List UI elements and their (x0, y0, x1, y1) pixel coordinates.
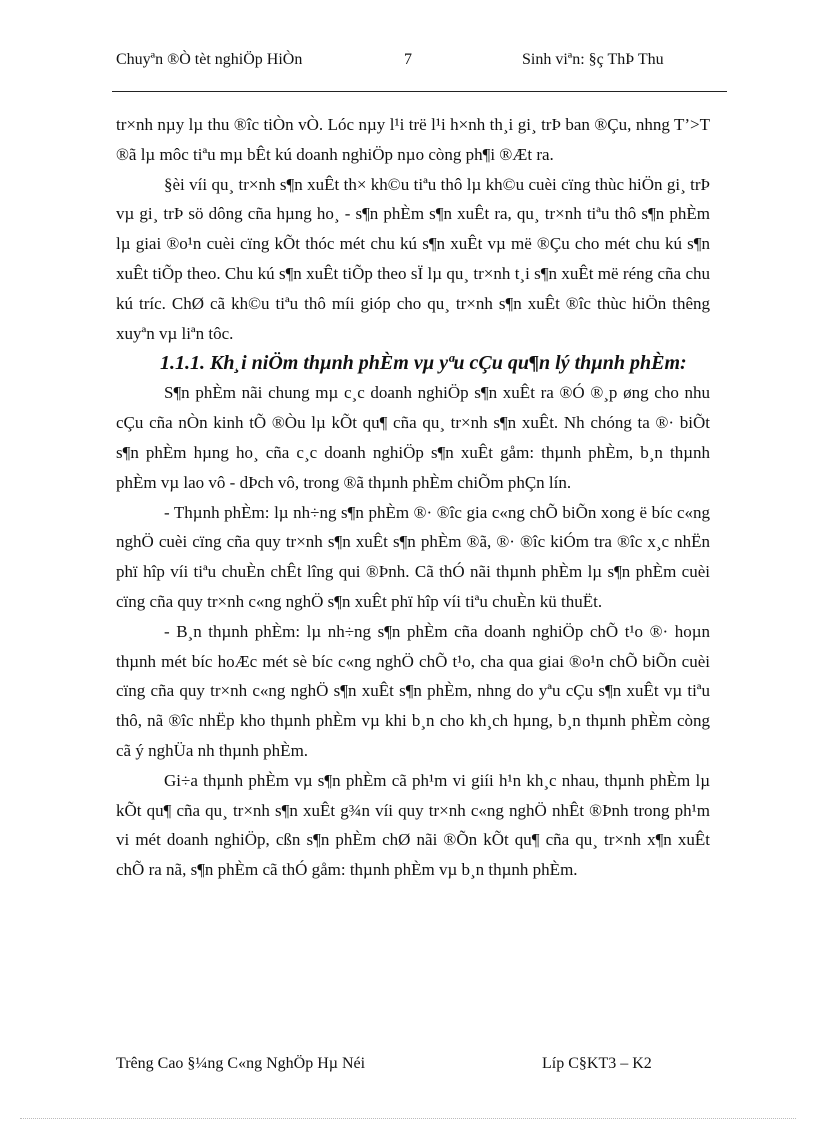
paragraph: Gi÷a thµnh phÈm vµ s¶n phÈm cã ph¹m vi giíi h¹n kh¸c nhau, thµnh phÈm lµ kÕt qu¶ cña qu¸ tr×nh s¶n xuÊt g¾n víi quy tr×nh c«ng nghÖ nhÊt ®Þnh trong ph¹m vi mét doanh nghiÖp, cßn s¶n phÈm chØ nãi ®Õn kÕt qu¶ cña qu¸ tr×nh x¶n xuÊt chÕ ra nã, s¶n phÈm cã thÓ gåm: thµnh phÈm vµ b¸n thµnh phÈm. (116, 770, 710, 880)
page-footer (116, 1055, 716, 1077)
paragraph: - B¸n thµnh phÈm: lµ nh÷ng s¶n phÈm cña doanh nghiÖp chÕ t¹o ®· hoµn thµnh mét bíc hoÆc mét sè bíc c«ng nghÖ chÕ t¹o, cha qua giai ®o¹n chÕ biÕn cuèi cïng cña quy tr×nh c«ng nghÖ s¶n xuÊt s¶n phÈm, nhng do yªu cÇu s¶n xuÊt vµ tiªu thô, nã ®îc nhËp kho thµnh phÈm vµ khi b¸n cho kh¸ch hµng, b¸n thµnh phÈm còng cã ý nghÜa nh thµnh phÈm. (116, 621, 710, 760)
footer-school: Trêng Cao §¼ng C«ng NghÖp Hµ Néi (116, 1055, 366, 1072)
paragraph: - Thµnh phÈm: lµ nh÷ng s¶n phÈm ®· ®îc gia c«ng chÕ biÕn xong ë bíc c«ng nghÖ cuèi cïng cña quy tr×nh s¶n xuÊt s¶n phÈm ®ã, ®· ®îc kiÓm tra ®îc x¸c nhËn phï hîp víi tiªu chuÈn chÊt lîng qui ®Þnh. Cã thÓ nãi thµnh phÈm lµ s¶n phÈm cuèi cïng cña quy tr×nh c«ng nghÖ s¶n xuÊt phï hîp víi tiªu chuÈn kü thuËt. (116, 502, 710, 611)
footer-class: Líp C§KT3 – K2 (542, 1055, 652, 1072)
page-header (116, 50, 726, 90)
document-body (116, 110, 710, 885)
section-heading: 1.1.1. Kh¸i niÖm thµnh phÈm vµ yªu cÇu qu¶n lý thµnh phÈm: (160, 352, 687, 375)
page-bottom-border (20, 1118, 796, 1119)
paragraph: §èi víi qu¸ tr×nh s¶n xuÊt th× kh©u tiªu thô lµ kh©u cuèi cïng thùc hiÖn gi¸ trÞ vµ gi¸ trÞ sö dông cña hµng ho¸ - s¶n phÈm s¶n xuÊt ra, qu¸ tr×nh tiªu thô s¶n phÈm lµ giai ®o¹n cuèi cïng kÕt thóc mét chu kú s¶n xuÊt vµ më ®Çu cho mét chu kú s¶n xuÊt tiÕp theo. Chu kú s¶n xuÊt tiÕp theo sÏ lµ qu¸ tr×nh t¸i s¶n xuÊt më réng cña chu kú tríc. ChØ cã kh©u tiªu thô míi gióp cho qu¸ tr×nh s¶n xuÊt ®îc thùc hiÖn thêng xuyªn vµ liªn tôc. (116, 174, 710, 343)
paragraph-continuation: tr×nh nµy lµ thu ®îc tiÒn vÒ. Lóc nµy l¹i trë l¹i h×nh th¸i gi¸ trÞ ban ®Çu, nhng T’>T ®ã lµ môc tiªu mµ bÊt kú doanh nghiÖp nµo còng ph¶i ®Æt ra. (116, 115, 710, 164)
header-page-number: 7 (404, 51, 412, 68)
paragraph: S¶n phÈm nãi chung mµ c¸c doanh nghiÖp s¶n xuÊt ra ®Ó ®¸p øng cho nhu cÇu cña nÒn kinh tÕ ®Òu lµ kÕt qu¶ cña qu¸ tr×nh s¶n xuÊt. Nh chóng ta ®· biÕt s¶n phÈm hµng ho¸ cña c¸c doanh nghiÖp s¶n xuÊt gåm: thµnh phÈm, b¸n thµnh phÈm vµ lao vô - dÞch vô, trong ®ã thµnh phÈm chiÕm phÇn lín. (116, 383, 710, 492)
header-student-name: Sinh viªn: §ç ThÞ Thu (522, 51, 664, 68)
header-divider (112, 91, 727, 92)
header-thesis-title: Chuyªn ®Ò tèt nghiÖp HiÒn (116, 51, 303, 68)
